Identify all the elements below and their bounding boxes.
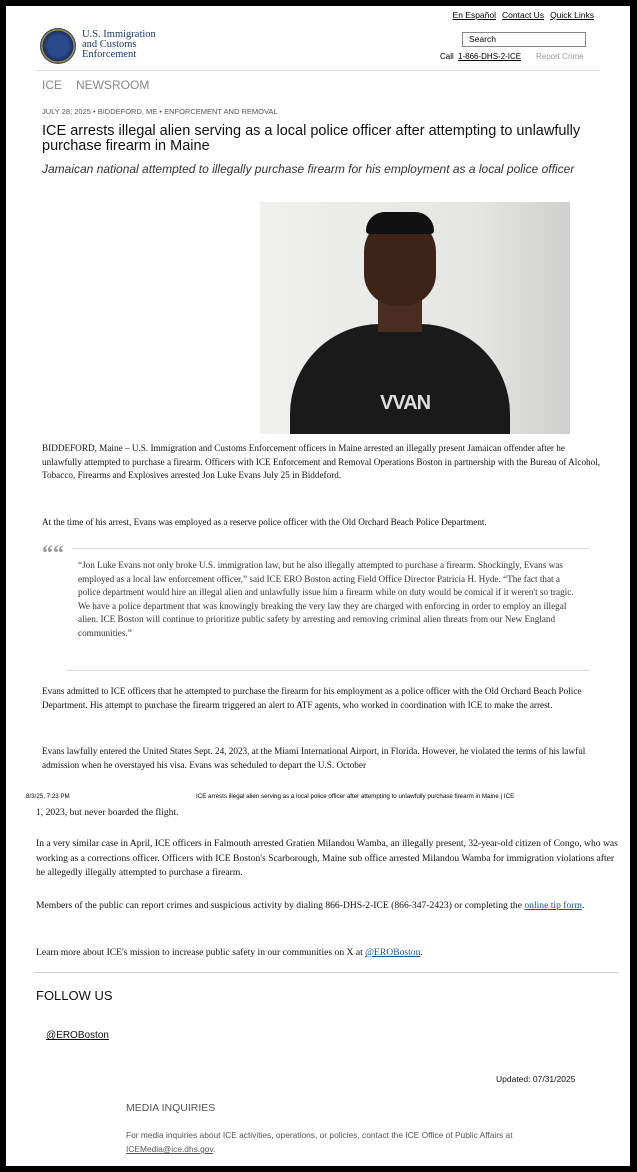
print-date: 8/3/25, 7:23 PM: [26, 793, 70, 800]
paragraph-7: Learn more about ICE's mission to increase public safety in our communities on X at @EROBoston.: [36, 947, 423, 958]
blockquote: “Jon Luke Evans not only broke U.S. immigration law, but he also illegally attempted to purchase a firearm. Shockingly, Evans was employed as a local law enforcement officer,” said ICE ERO Boston acting Field Office Director Patricia H. Hyde. “The fact that a police department would hire an illegal alien and unlawfully issue him a firearm while on duty would be comical if it weren't so tragic. We have a police department that was knowingly breaking the very law they are charged with enforcing in order to employ an illegal alien. ICE Boston will continue to prioritize public safety by arresting and removing criminal alien threats from our New England communities.”: [78, 560, 574, 638]
paragraph-2: At the time of his arrest, Evans was employed as a reserve police officer with the Old Orchard Beach Police Department.: [42, 517, 487, 527]
media-inquiries-heading: MEDIA INQUIRIES: [126, 1102, 216, 1114]
paragraph-6: Members of the public can report crimes and suspicious activity by dialing 866-DHS-2-ICE (866-347-2423) or completing the online tip form.: [36, 900, 585, 911]
call-line: [440, 52, 521, 61]
quote-divider-bottom: [66, 670, 590, 671]
quote-icon: ““: [42, 540, 64, 565]
tip-form-link[interactable]: online tip form: [524, 900, 582, 911]
media-inquiries-text: For media inquiries about ICE activities, operations, or policies, contact the ICE Office of Public Affairs at ICEMedia@ice.dhs.gov.: [126, 1130, 513, 1154]
nav-divider: [36, 70, 600, 71]
paragraph-4: Evans lawfully entered the United States Sept. 24, 2023, at the Miami International Airport, in Florida. However, he violated the terms of his lawful admission when he overstayed his visa. Evans was scheduled to depart the U.S. October: [42, 746, 586, 770]
paragraph-4-continued: 1, 2023, but never boarded the flight.: [36, 807, 179, 818]
article-meta: JULY 28, 2025 • BIDDEFORD, ME • ENFORCEMENT AND REMOVAL: [42, 107, 278, 116]
utility-links: [453, 10, 594, 20]
follow-handle-link[interactable]: @EROBoston: [46, 1030, 109, 1041]
ice-logo-text[interactable]: [82, 30, 156, 60]
paragraph-5: In a very similar case in April, ICE officers in Falmouth arrested Gratien Milandou Wamba, an illegally present, 32-year-old citizen of Congo, who was working as a corrections officer. Officers with ICE Boston's Scarborough, Maine sub office arrested Milandou Wamba for immigration violations after he allegedly illegally attempted to purchase a firearm.: [36, 838, 618, 878]
logo-line-3: Enforcement: [82, 49, 137, 60]
contact-link[interactable]: Contact Us: [502, 10, 545, 20]
x-handle-link[interactable]: @EROBoston: [365, 947, 421, 958]
quick-links-link[interactable]: Quick Links: [550, 10, 594, 20]
logo-line-2: and Customs: [82, 39, 137, 50]
quote-divider-top: [72, 548, 590, 549]
updated-date: Updated: 07/31/2025: [496, 1074, 576, 1084]
call-label: Call: [440, 52, 454, 61]
article-subtitle: Jamaican national attempted to illegally purchase firearm for his employment as a local police officer: [42, 162, 575, 176]
breadcrumb: [42, 78, 149, 92]
follow-us-heading: FOLLOW US: [36, 988, 113, 1003]
dhs-seal-logo[interactable]: [40, 28, 76, 64]
logo-line-1: U.S. Immigration: [82, 29, 156, 40]
print-title: ICE arrests illegal alien serving as a local police officer after attempting to unlawfully purchase firearm in Maine | ICE: [196, 793, 515, 800]
nav-ice[interactable]: ICE: [42, 78, 63, 92]
report-crime-link[interactable]: Report Crime: [536, 52, 584, 61]
paragraph-3: Evans admitted to ICE officers that he attempted to purchase the firearm for his employment as a police officer with the Old Orchard Beach Police Department. His attempt to purchase the firearm triggered an alert to ATF agents, who worked in coordination with ICE to make the arrest.: [42, 686, 582, 710]
suspect-photo: VVAN: [260, 202, 570, 434]
media-email-link[interactable]: ICEMedia@ice.dhs.gov: [126, 1144, 214, 1154]
nav-newsroom[interactable]: NEWSROOM: [76, 78, 150, 92]
phone-link[interactable]: 1-866-DHS-2-ICE: [458, 52, 522, 61]
page: [6, 6, 630, 1166]
paragraph-1: BIDDEFORD, Maine – U.S. Immigration and Customs Enforcement officers in Maine arrested an illegally present Jamaican offender after he unlawfully attempted to purchase a firearm. Officers with ICE Enforcement and Removal Operations Boston in partnership with the Bureau of Alcohol, Tobacco, Firearms and Explosives arrested Jon Luke Evans July 25 in Biddeford.: [42, 443, 601, 480]
language-link[interactable]: En Español: [452, 10, 497, 20]
section-divider: [34, 972, 618, 973]
search-input[interactable]: Search: [462, 32, 586, 47]
article-title: ICE arrests illegal alien serving as a local police officer after attempting to unlawfully purchase firearm in Maine: [42, 123, 581, 154]
paragraph-6-text: Members of the public can report crimes and suspicious activity by dialing 866-DHS-2-ICE (866-347-2423) or completing the: [36, 900, 525, 911]
paragraph-7-text: Learn more about ICE's mission to increase public safety in our communities on X at: [36, 947, 366, 958]
